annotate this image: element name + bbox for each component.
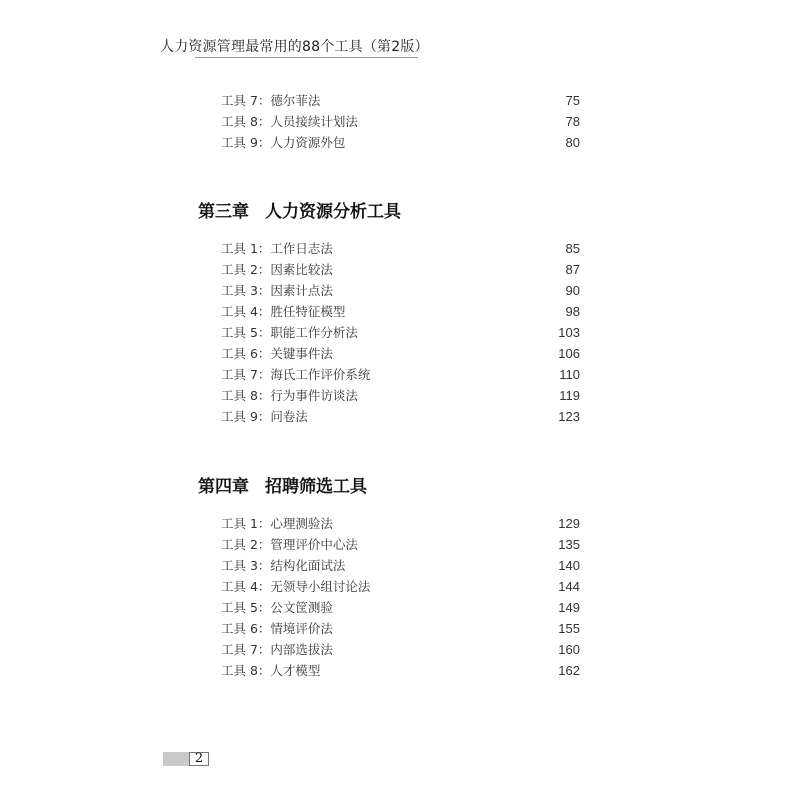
entry-label: 工具 4：无领导小组讨论法	[221, 579, 371, 594]
entry-label: 工具 2：因素比较法	[221, 262, 333, 277]
entry-page: 98	[565, 303, 580, 319]
entry-page: 80	[565, 134, 580, 150]
entry-label: 工具 9：问卷法	[221, 409, 308, 424]
toc-entry[interactable]	[221, 639, 580, 659]
toc-entry[interactable]	[221, 576, 580, 596]
entry-label: 工具 7：德尔菲法	[221, 93, 321, 108]
toc-entry[interactable]	[221, 132, 580, 152]
entry-page: 119	[559, 387, 580, 403]
toc-entry[interactable]	[221, 280, 580, 300]
entry-page: 135	[558, 536, 580, 552]
entry-label: 工具 9：人力资源外包	[221, 135, 346, 150]
book-title: 人力资源管理最常用的88个工具（第2版）	[160, 39, 429, 55]
chapter-heading	[198, 472, 367, 497]
entry-label: 工具 8：行为事件访谈法	[221, 388, 358, 403]
entry-label: 工具 4：胜任特征模型	[221, 304, 346, 319]
page-number: 2	[189, 752, 209, 766]
entry-label: 工具 1：工作日志法	[221, 241, 333, 256]
entry-label: 工具 1：心理测验法	[221, 516, 333, 531]
toc-entry[interactable]	[221, 90, 580, 110]
toc-entry[interactable]	[221, 555, 580, 575]
entry-label: 工具 3：因素计点法	[221, 283, 333, 298]
toc-entry[interactable]	[221, 618, 580, 638]
toc-entry[interactable]	[221, 322, 580, 342]
entry-page: 87	[565, 261, 580, 277]
entry-page: 110	[559, 366, 580, 382]
entry-label: 工具 8：人员接续计划法	[221, 114, 358, 129]
toc-entry[interactable]	[221, 534, 580, 554]
toc-entry[interactable]	[221, 597, 580, 617]
entry-page: 129	[558, 515, 580, 531]
toc-entry[interactable]	[221, 660, 580, 680]
toc-entry[interactable]	[221, 364, 580, 384]
toc-entry[interactable]	[221, 406, 580, 426]
chapter-number: 第三章	[198, 202, 249, 222]
entry-page: 140	[558, 557, 580, 573]
entry-label: 工具 7：海氏工作评价系统	[221, 367, 371, 382]
running-header	[158, 33, 429, 59]
toc-entry[interactable]	[221, 513, 580, 533]
footer-gray-block	[163, 752, 189, 766]
chapter-number: 第四章	[198, 477, 249, 497]
entry-label: 工具 6：情境评价法	[221, 621, 333, 636]
entry-label: 工具 8：人才模型	[221, 663, 321, 678]
entry-label: 工具 3：结构化面试法	[221, 558, 346, 573]
toc-entry[interactable]	[221, 238, 580, 258]
entry-page: 106	[558, 345, 580, 361]
entry-page: 160	[558, 641, 580, 657]
page-footer	[163, 752, 209, 766]
entry-page: 103	[558, 324, 580, 340]
entry-label: 工具 7：内部选拔法	[221, 642, 333, 657]
entry-page: 144	[558, 578, 580, 594]
entry-label: 工具 2：管理评价中心法	[221, 537, 358, 552]
entry-label: 工具 6：关键事件法	[221, 346, 333, 361]
chapter-title: 招聘筛选工具	[265, 477, 367, 497]
chapter-heading	[198, 197, 401, 222]
toc-entry[interactable]	[221, 385, 580, 405]
toc-entry[interactable]	[221, 343, 580, 363]
entry-page: 78	[565, 113, 580, 129]
entry-page: 155	[558, 620, 580, 636]
entry-page: 85	[565, 240, 580, 256]
entry-label: 工具 5：公文筐测验	[221, 600, 333, 615]
toc-entry[interactable]	[221, 301, 580, 321]
entry-page: 123	[558, 408, 580, 424]
toc-entry[interactable]	[221, 259, 580, 279]
entry-page: 162	[558, 662, 580, 678]
toc-entry[interactable]	[221, 111, 580, 131]
entry-page: 149	[558, 599, 580, 615]
chapter-title: 人力资源分析工具	[265, 202, 401, 222]
entry-page: 75	[565, 92, 580, 108]
header-rule	[195, 57, 418, 58]
entry-page: 90	[565, 282, 580, 298]
entry-label: 工具 5：职能工作分析法	[221, 325, 358, 340]
